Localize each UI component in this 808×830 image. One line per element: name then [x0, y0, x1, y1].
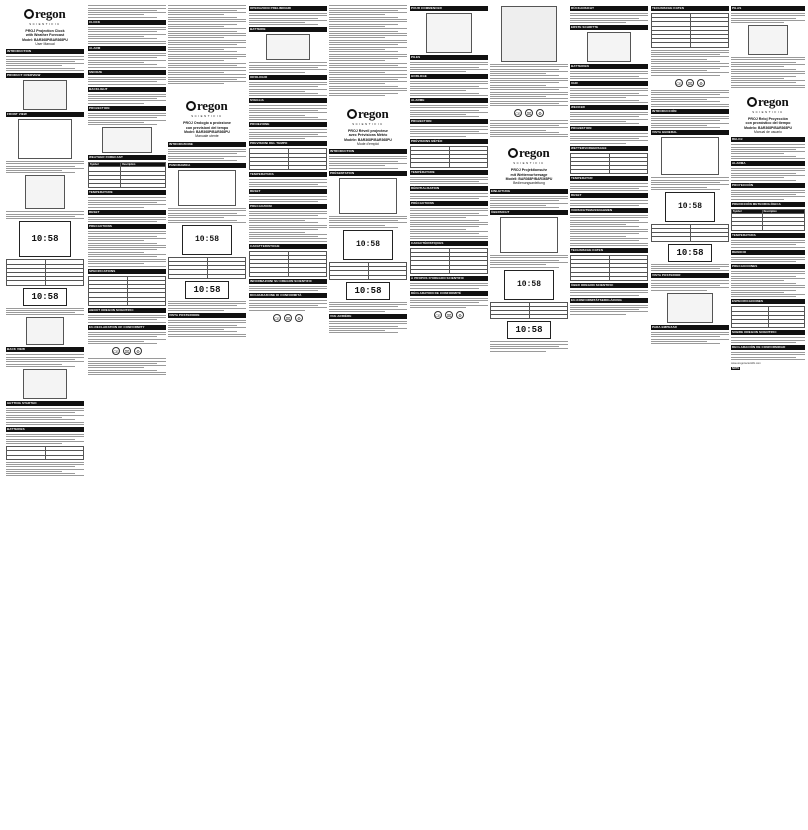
text-block [570, 215, 648, 246]
heading-projektion: PROJEKTION [570, 126, 648, 131]
front-view-diagram [178, 170, 236, 206]
text-block [570, 112, 648, 124]
heading-proyeccion: PROYECCIÓN [731, 183, 805, 188]
heading-para-empezar: PARA EMPEZAR [651, 325, 729, 330]
heading-backlight: BACKLIGHT [88, 87, 166, 92]
heading-alarma: ALARMA [731, 161, 805, 166]
projector-diagram [25, 175, 65, 209]
product-title: PROJ Réveil projecteur [348, 128, 388, 133]
lcd-display: 10:58 [19, 221, 71, 257]
logo-o-icon [347, 109, 357, 119]
heading-sveglia: SVEGLIA [249, 98, 327, 103]
text-block [329, 156, 407, 168]
text-block [651, 177, 729, 189]
text-block [410, 62, 488, 72]
recycle-icon: ♻ [456, 311, 464, 319]
text-block [731, 257, 805, 263]
heading-caracteristiques: CARACTÉRISTIQUES [410, 241, 488, 246]
text-block [651, 116, 729, 128]
product-photo [501, 6, 557, 62]
text-block [651, 332, 729, 344]
logo-text: regon [757, 94, 789, 110]
text-block [168, 5, 246, 84]
text-block [88, 94, 166, 104]
text-block [88, 77, 166, 85]
recycle-bin-icon: ⌧ [446, 312, 452, 318]
website-link[interactable]: www.oregonscientific.com [731, 361, 761, 365]
text-block [88, 332, 166, 344]
product-title: PROJ Reloj Proyección [748, 117, 788, 122]
battery-diagram [23, 369, 67, 399]
text-block [249, 211, 327, 242]
column-de-cover [490, 4, 568, 826]
manual-label: Bedienungsanleitung [513, 181, 545, 186]
specs-table [249, 251, 327, 277]
heading-introduction: INTRODUCTION [6, 49, 84, 54]
front-view-diagram [339, 178, 397, 214]
ce-mark-icon: CE [676, 80, 682, 86]
product-title: PROJ Orologio a proiezione [183, 121, 231, 126]
text-block [88, 231, 166, 266]
heading-especificaciones: ESPECIFICACIONES [731, 299, 805, 304]
specs-table [410, 248, 488, 274]
text-block [88, 5, 166, 17]
brand-logo [168, 98, 246, 114]
heading-back-view: BACK VIEW [6, 347, 84, 352]
heading-introduction: INTRODUCTION [329, 149, 407, 154]
heading-einleitung: EINLEITUNG [490, 189, 568, 194]
lcd-legend-table [329, 262, 407, 280]
text-block [570, 13, 648, 23]
heading-precauciones: PRECAUCIONES [731, 264, 805, 269]
text-block [651, 280, 729, 290]
product-model: Model: BAR368P/BAR368PU [22, 37, 68, 42]
heading-uhr: UHR [570, 81, 648, 86]
lcd-time-display: 10:58 [507, 321, 551, 339]
lcd-time-display: 10:58 [668, 244, 712, 262]
heading-pour-commencer: POUR COMMENCER [410, 6, 488, 11]
heading-projection: PROJECTION [88, 106, 166, 111]
ce-mark-icon: CE [435, 312, 441, 318]
text-block [6, 408, 84, 425]
compliance-icons [249, 314, 327, 322]
logo-o-icon [747, 97, 757, 107]
column-fr-2 [410, 4, 488, 826]
ce-mark-icon: CE [515, 111, 521, 117]
brand-logo [731, 94, 805, 110]
product-title: PROJ Projection Clock [25, 29, 65, 33]
specs-table [651, 13, 729, 48]
lcd-time-display: 10:58 [346, 282, 390, 300]
text-block [731, 144, 805, 159]
text-block [6, 308, 84, 316]
recycle-icon: ♻ [295, 314, 303, 322]
text-block [490, 341, 568, 351]
heading-temperatura: TEMPERATURA [249, 172, 327, 177]
text-block [249, 62, 327, 72]
lcd-legend-table [651, 224, 729, 242]
product-subtitle: con previsioni del tempo [185, 125, 229, 130]
heading-uber: ÜBER OREGON SCIENTIFIC [570, 283, 648, 288]
heading-alarm: ALARM [88, 46, 166, 51]
heading-reset: RESET [249, 189, 327, 194]
text-block [329, 321, 407, 333]
heading-temperature: TEMPÉRATURE [410, 170, 488, 175]
heading-horloge: HORLOGE [410, 74, 488, 79]
heading-konformitat: EU-KONFORMITÄTSERKLÄRUNG [570, 298, 648, 303]
lcd-legend-table [490, 302, 568, 320]
text-block [6, 211, 84, 219]
heading-temperatura: TEMPERATURA [731, 233, 805, 238]
text-block [249, 105, 327, 120]
text-block [570, 290, 648, 296]
recycle-bin-icon: ⌧ [285, 315, 291, 321]
forecast-table [249, 148, 327, 170]
note-label: NOTE [732, 367, 740, 371]
heading-precauzioni: PRECAUZIONI [249, 204, 327, 209]
battery-diagram [266, 34, 310, 60]
text-block [410, 177, 488, 185]
column-de-2 [570, 4, 648, 826]
column-de-es [651, 4, 729, 826]
specs-table [570, 255, 648, 281]
text-block [410, 81, 488, 96]
heading-previsions: PRÉVISIONS MÉTÉO [410, 139, 488, 144]
heading-getting-started: GETTING STARTED [6, 401, 84, 406]
heading-snooze: SNOOZE [88, 70, 166, 75]
brand-logo [329, 106, 407, 122]
text-block [731, 13, 805, 23]
text-block [88, 27, 166, 44]
heading-orologio: OROLOGIO [249, 75, 327, 80]
text-block [410, 193, 488, 199]
text-block [410, 208, 488, 239]
logo-text: regon [34, 6, 66, 21]
compliance-icons [651, 79, 729, 87]
product-image [23, 80, 67, 110]
front-view-diagram [500, 217, 558, 253]
manual-label: Manual de usuario [754, 130, 782, 135]
heading-declaration: DÉCLARATION DE CONFORMITÉ [410, 291, 488, 296]
text-block [410, 126, 488, 136]
text-block [329, 216, 407, 228]
text-block [249, 300, 327, 310]
column-fr-cover [329, 4, 407, 826]
recycle-icon: ♻ [536, 109, 544, 117]
heading-temperatur: TEMPERATUR [570, 176, 648, 181]
heading-precautions: PRÉCAUTIONS [410, 201, 488, 206]
brand-logo [490, 145, 568, 161]
specs-table [731, 306, 805, 328]
manual-label: Mode d'emploi [357, 141, 379, 146]
text-block [168, 208, 246, 223]
heading-reset: RESET [88, 210, 166, 215]
compliance-icons [490, 109, 568, 117]
lcd-display: 10:58 [504, 270, 554, 300]
battery-table [6, 446, 84, 460]
manual-label: Manuale utente [195, 134, 219, 139]
heading-batteries: BATTERIES [6, 427, 84, 432]
product-title: PROJ Projektionsuhr [510, 168, 548, 173]
column-es-cover [731, 4, 805, 826]
heading-vue-arriere: VUE ARRIÈRE [329, 314, 407, 319]
heading-technische-daten-2: TECHNISCHE DATEN [651, 6, 729, 11]
heading-batterie: BATTERIE [249, 27, 327, 32]
text-block [651, 50, 729, 76]
text-block [490, 196, 568, 208]
heading-clock: CLOCK [88, 20, 166, 25]
heading-about: ABOUT OREGON SCIENTIFIC [88, 308, 166, 313]
product-subtitle: avec Prévisions Météo [348, 133, 388, 138]
text-block [731, 271, 805, 297]
heading-technische-daten: TECHNISCHE DATEN [570, 248, 648, 253]
text-block [410, 105, 488, 117]
compliance-icons [88, 347, 166, 355]
text-block [6, 161, 84, 173]
lcd-time-display: 10:58 [185, 281, 229, 299]
heading-weather-forecast: WEATHER FORECAST [88, 155, 166, 160]
text-block [570, 200, 648, 206]
lcd-display: 10:58 [182, 225, 232, 255]
text-block [651, 264, 729, 272]
column-it-2 [249, 4, 327, 826]
text-block [490, 255, 568, 267]
heading-vorsicht: VORSICHTSMASSNAHMEN [570, 208, 648, 213]
text-block [249, 129, 327, 139]
heading-a-propos: À PROPOS D'OREGON SCIENTIFIC [410, 276, 488, 281]
logo-o-icon [186, 101, 196, 111]
heading-proiezione: PROIEZIONE [249, 122, 327, 127]
heading-operazioni: OPERAZIONI PRELIMINARI [249, 6, 327, 11]
heading-wettervorhersage: WETTERVORHERSAGE [570, 146, 648, 151]
product-subtitle: con pronóstico del tiempo [745, 121, 791, 126]
text-block [6, 462, 84, 477]
heading-vista-posteriore: VISTA POSTERIORE [168, 313, 246, 318]
brand-tagline: SCIENTIFIC [752, 110, 784, 115]
product-subtitle: with Weather Forecast [25, 33, 65, 38]
forecast-table [410, 146, 488, 168]
battery-diagram [587, 32, 631, 62]
product-model: Modelo: BAR368P/BAR368PU [744, 125, 792, 130]
front-view-diagram [18, 119, 72, 159]
heading-temperature: TEMPERATURE [88, 190, 166, 195]
text-block [88, 217, 166, 223]
lcd-time-display: 10:58 [23, 288, 67, 306]
heading-ubersicht: ÜBERSICHT [490, 210, 568, 215]
text-block [490, 120, 568, 137]
text-block [570, 88, 648, 103]
text-block [249, 196, 327, 202]
text-block [6, 434, 84, 444]
logo-text: regon [196, 98, 228, 114]
text-block [410, 283, 488, 289]
text-block [88, 53, 166, 68]
heading-previsioni: PREVISIONI DEL TEMPO [249, 141, 327, 146]
text-block [731, 352, 805, 360]
ce-mark-icon: CE [113, 349, 119, 355]
lcd-legend-table [168, 257, 246, 279]
heading-projection: PROJECTION [410, 119, 488, 124]
text-block [570, 305, 648, 315]
specs-table [88, 276, 166, 306]
heading-pilas: PILAS [731, 6, 805, 11]
forecast-table: Symbol Description [88, 162, 166, 188]
projection-diagram [102, 127, 152, 153]
heading-ruckansicht: RÜCKANSICHT [570, 6, 648, 11]
text-block [329, 5, 407, 96]
text-block [88, 315, 166, 323]
heading-vista-posterior: VISTA POSTERIOR [651, 273, 729, 278]
recycle-bin-icon: ⌧ [124, 349, 130, 355]
heading-sobre: SOBRE OREGON SCIENTIFIC [731, 330, 805, 335]
battery-diagram [667, 293, 713, 323]
lcd-legend-table [6, 259, 84, 285]
recycle-icon: ♻ [134, 347, 142, 355]
heading-alarme: ALARME [410, 98, 488, 103]
heading-erste-schritte: ERSTE SCHRITTE [570, 25, 648, 30]
front-view-diagram [661, 137, 719, 175]
heading-reinicio: REINICIO [731, 250, 805, 255]
recycle-icon: ♻ [697, 79, 705, 87]
product-model: Modèle: BAR368P/BAR368PU [344, 137, 392, 142]
heading-wecker: WECKER [570, 105, 648, 110]
back-view-diagram [26, 317, 64, 345]
text-block [168, 301, 246, 311]
text-block [249, 286, 327, 292]
text-block [570, 133, 648, 143]
text-block [329, 302, 407, 312]
heading-reset: RESET [570, 193, 648, 198]
heading-reinitialisation: RÉINITIALISATION [410, 186, 488, 191]
forecast-table: Symbol Description [731, 209, 805, 231]
text-block [6, 56, 84, 71]
text-block [731, 190, 805, 200]
heading-caratteristiche: CARATTERISTICHE [249, 244, 327, 249]
heading-panoramica: PANORAMICA [168, 163, 246, 168]
text-block [88, 197, 166, 207]
forecast-table [570, 153, 648, 175]
text-block [731, 168, 805, 180]
product-model: Model: BAR368P/BAR368PU [184, 130, 230, 135]
product-model: Modell: BAR368P/BAR368PU [505, 177, 553, 182]
column-en-2 [88, 4, 166, 826]
compliance-icons [410, 311, 488, 319]
battery-diagram [748, 25, 788, 55]
recycle-bin-icon: ⌧ [687, 80, 693, 86]
text-block [731, 337, 805, 343]
heading-informazioni: INFORMAZIONI SU OREGON SCIENTIFIC [249, 279, 327, 284]
heading-vista-general: VISTA GENERAL [651, 130, 729, 135]
heading-piles: PILES [410, 55, 488, 60]
heading-eu-declaration: EU-DECLARATION OF CONFORMITY [88, 325, 166, 330]
heading-dichiarazione: DICHIARAZIONE DI CONFORMITÀ [249, 293, 327, 298]
text-block [168, 149, 246, 161]
lcd-display: 10:58 [343, 230, 393, 260]
product-subtitle: mit Wettervorhersage [510, 172, 548, 177]
heading-batterien: BATTERIEN [570, 64, 648, 69]
brand-tagline: SCIENTIFIC [352, 121, 384, 126]
text-block [570, 71, 648, 79]
text-block [249, 82, 327, 97]
text-block [651, 90, 729, 107]
manual-label: User Manual [35, 42, 55, 47]
brand-logo [6, 6, 84, 22]
heading-introduzione: INTRODUZIONE [168, 142, 246, 147]
text-block [249, 13, 327, 25]
logo-text: regon [357, 105, 389, 121]
heading-introduccion: INTRODUCCIÓN [651, 109, 729, 114]
battery-diagram [426, 13, 472, 53]
ce-mark-icon: CE [274, 315, 280, 321]
heading-front-view: FRONT VIEW [6, 112, 84, 117]
text-block [490, 64, 568, 106]
heading-specifications: SPECIFICATIONS [88, 269, 166, 274]
brand-tagline: SCIENTIFIC [29, 22, 61, 26]
brand-tagline: SCIENTIFIC [513, 161, 545, 166]
column-it-cover [168, 4, 246, 826]
logo-text: regon [518, 145, 550, 161]
text-block [168, 320, 246, 337]
lcd-display: 10:58 [665, 192, 715, 222]
text-block [410, 298, 488, 308]
text-block [731, 57, 805, 88]
column-en-cover [6, 4, 84, 826]
heading-precautions: PRECAUTIONS [88, 224, 166, 229]
text-block [6, 354, 84, 366]
heading-reloj: RELOJ [731, 137, 805, 142]
text-block [88, 113, 166, 125]
heading-product-overview: PRODUCT OVERVIEW [6, 73, 84, 78]
logo-o-icon [508, 148, 518, 158]
heading-declaracion: DECLARACIÓN DE CONFORMIDAD [731, 345, 805, 350]
recycle-bin-icon: ⌧ [526, 111, 532, 117]
heading-presentation: PRÉSENTATION [329, 171, 407, 176]
text-block [88, 358, 166, 375]
text-block [570, 183, 648, 191]
brand-tagline: SCIENTIFIC [191, 114, 223, 119]
text-block [731, 240, 805, 248]
text-block [249, 179, 327, 187]
heading-prediccion: PREDICCIÓN METEOROLÓGICA [731, 202, 805, 207]
logo-o-icon [24, 9, 34, 19]
